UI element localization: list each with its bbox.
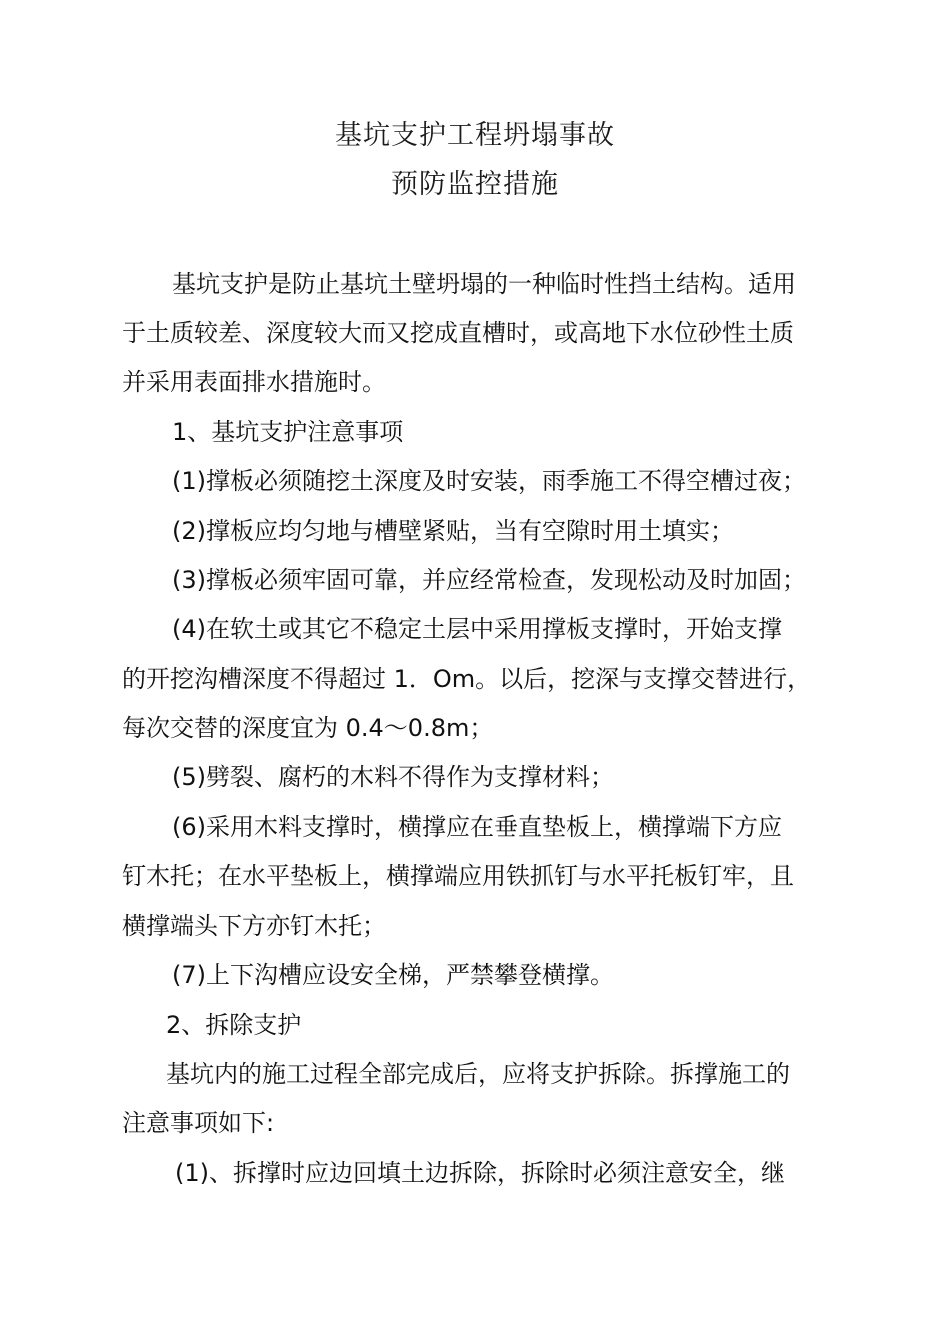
- list-item: (1)、拆撑时应边回填土边拆除，拆除时必须注意安全，继: [175, 1159, 785, 1187]
- list-item-continuation: 横撑端头下方亦钉木托；: [122, 912, 386, 940]
- list-item: (1)撑板必须随挖土深度及时安装，雨季施工不得空槽过夜；: [172, 467, 806, 495]
- list-item: (7)上下沟槽应设安全梯，严禁攀登横撑。: [172, 961, 614, 989]
- paragraph-line: 注意事项如下:: [122, 1109, 275, 1137]
- document-subtitle: 预防监控措施: [391, 169, 559, 200]
- paragraph-line: 于土质较差、深度较大而又挖成直槽时，或高地下水位砂性土质: [122, 319, 794, 347]
- list-item-continuation: 每次交替的深度宜为 0.4～0.8m；: [122, 714, 494, 742]
- list-item: (3)撑板必须牢固可靠，并应经常检查，发现松动及时加固；: [172, 566, 806, 594]
- section-heading: 1、基坑支护注意事项: [172, 418, 404, 446]
- list-item: (4)在软土或其它不稳定土层中采用撑板支撑时，开始支撑: [172, 615, 782, 643]
- list-item-continuation: 的开挖沟槽深度不得超过 1．Om。以后，挖深与支撑交替进行，: [122, 665, 812, 693]
- list-item: (6)采用木料支撑时，横撑应在垂直垫板上，横撑端下方应: [172, 813, 782, 841]
- paragraph-line: 基坑内的施工过程全部完成后，应将支护拆除。拆撑施工的: [166, 1060, 790, 1088]
- document-title: 基坑支护工程坍塌事故: [335, 120, 615, 151]
- list-item-continuation: 钉木托；在水平垫板上，横撑端应用铁抓钉与水平托板钉牢，且: [122, 862, 794, 890]
- paragraph-line: 基坑支护是防止基坑土壁坍塌的一种临时性挡土结构。适用: [172, 270, 796, 298]
- paragraph-line: 并采用表面排水措施时。: [122, 368, 386, 396]
- section-heading: 2、拆除支护: [166, 1011, 302, 1039]
- list-item: (2)撑板应均匀地与槽壁紧贴，当有空隙时用土填实；: [172, 517, 734, 545]
- list-item: (5)劈裂、腐朽的木料不得作为支撑材料；: [172, 763, 614, 791]
